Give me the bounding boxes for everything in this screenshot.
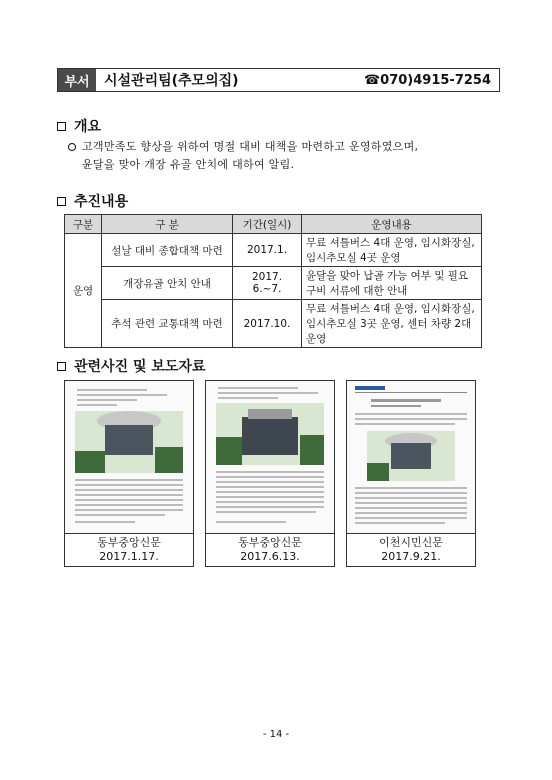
clipping-caption — [206, 534, 334, 566]
content-cell — [302, 234, 482, 267]
table-row — [65, 300, 482, 348]
content-line: 임시추모실 4곳 운영 — [306, 252, 401, 264]
checkbox-bullet-icon — [57, 122, 66, 131]
content-line: 임시추모실 3곳 운영, 센터 차량 2대 운영 — [306, 318, 472, 345]
news-clipping-card — [205, 380, 335, 567]
checkbox-bullet-icon — [57, 362, 66, 371]
clipping-paper: 동부중앙신문 — [97, 536, 161, 549]
news-clipping-image — [65, 381, 193, 534]
header-cell: 운영내용 — [302, 215, 482, 234]
clipping-date: 2017.9.21. — [381, 550, 441, 563]
department-header — [57, 68, 500, 92]
clipping-date: 2017.6.13. — [240, 550, 300, 563]
clipping-caption — [347, 534, 475, 566]
plan-title: 추진내용 — [74, 194, 129, 210]
item-cell: 설날 대비 종합대책 마련 — [102, 234, 233, 267]
table-row — [65, 267, 482, 300]
news-clipping-card — [64, 380, 194, 567]
period-cell: 2017.1. — [233, 234, 302, 267]
group-cell: 운영 — [65, 234, 102, 348]
photos-heading — [57, 356, 205, 376]
content-cell — [302, 267, 482, 300]
table-header-row — [65, 215, 482, 234]
overview-heading — [57, 116, 101, 136]
content-line: 구비 서류에 대한 안내 — [306, 285, 408, 297]
clipping-illustration — [65, 381, 193, 533]
period-cell: 2017.10. — [233, 300, 302, 348]
table-row — [65, 234, 482, 267]
clipping-illustration — [347, 381, 475, 533]
news-clipping-card — [346, 380, 476, 567]
clipping-paper: 동부중앙신문 — [238, 536, 302, 549]
department-phone: ☎070)4915-7254 — [363, 72, 491, 88]
circle-bullet-icon — [68, 143, 76, 151]
content-line: 무료 셔틀버스 4대 운영, 임시화장실, — [306, 237, 475, 249]
overview-title: 개요 — [74, 119, 102, 135]
overview-text-1: 고객만족도 향상을 위하여 명절 대비 대책을 마련하고 운영하였으며, — [82, 140, 419, 153]
clipping-date: 2017.1.17. — [99, 550, 159, 563]
overview-line-1 — [68, 138, 418, 154]
overview-line-2: 윤달을 맞아 개장 유골 안치에 대하여 알림. — [82, 158, 295, 171]
content-line: 무료 셔틀버스 4대 운영, 임시화장실, — [306, 303, 475, 315]
department-name: 시설관리팀(추모의집) — [104, 73, 239, 89]
header-cell: 구 분 — [102, 215, 233, 234]
item-cell: 추석 관련 교통대책 마련 — [102, 300, 233, 348]
plan-heading — [57, 191, 128, 211]
header-cell: 구분 — [65, 215, 102, 234]
clipping-paper: 이천시민신문 — [379, 536, 443, 549]
department-tag: 부서 — [58, 69, 96, 91]
page-number: - 14 - — [262, 729, 290, 740]
clipping-caption — [65, 534, 193, 566]
plan-table — [64, 214, 482, 348]
content-line: 윤달을 맞아 납골 가능 여부 및 필요 — [306, 270, 469, 282]
checkbox-bullet-icon — [57, 197, 66, 206]
content-cell — [302, 300, 482, 348]
clipping-illustration — [206, 381, 334, 533]
news-clipping-image — [347, 381, 475, 534]
news-clipping-image — [206, 381, 334, 534]
period-cell: 2017. 6.~7. — [233, 267, 302, 300]
photos-title: 관련사진 및 보도자료 — [74, 359, 206, 375]
item-cell: 개장유골 안치 안내 — [102, 267, 233, 300]
header-cell: 기간(일시) — [233, 215, 302, 234]
